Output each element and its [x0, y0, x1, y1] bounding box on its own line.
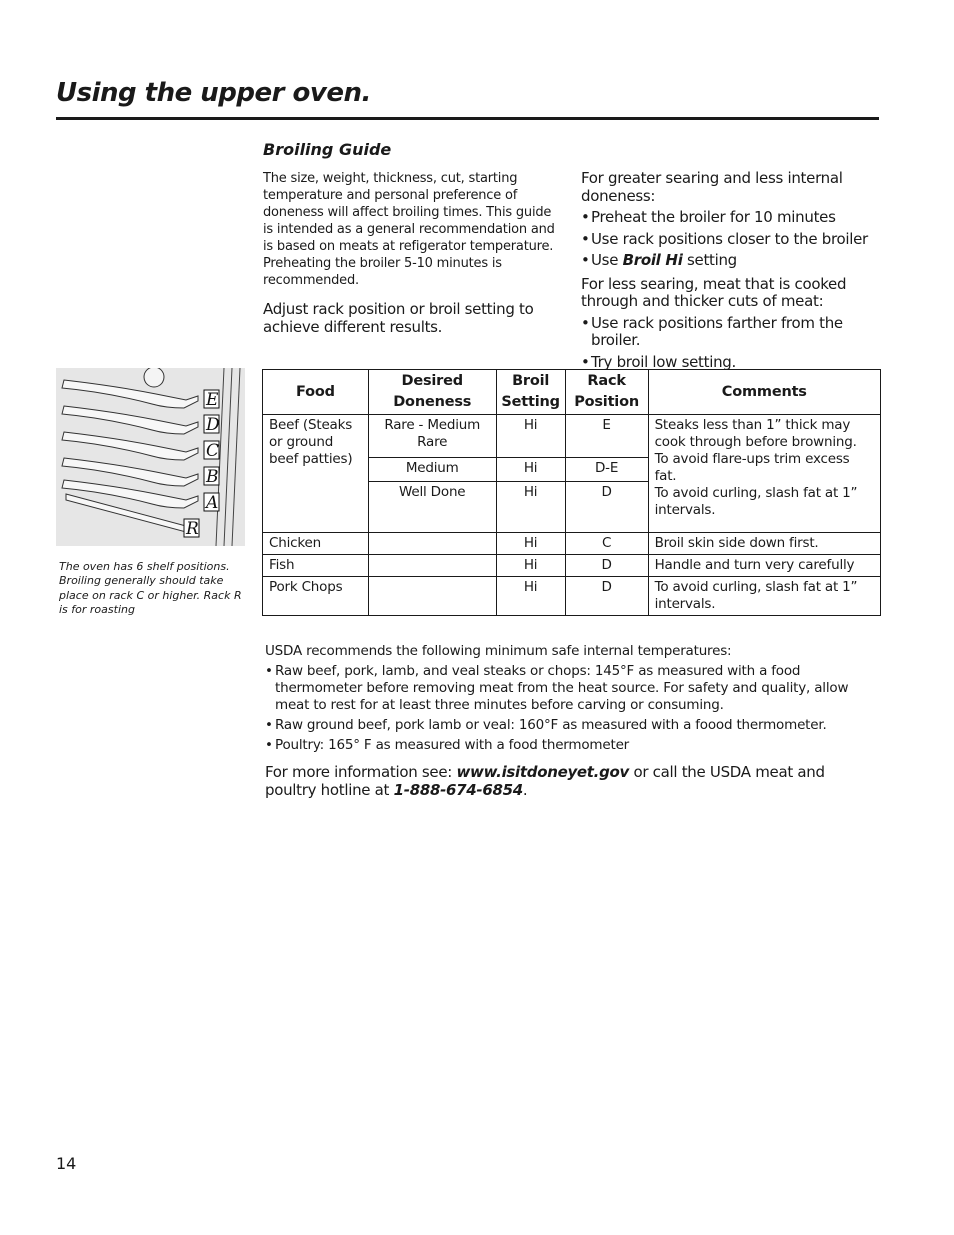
- cell-doneness: Rare - Medium Rare: [384, 417, 481, 450]
- rack-label-r: R: [186, 519, 199, 539]
- bullet-text: Use rack positions closer to the broiler: [591, 229, 868, 248]
- cell-doneness-group: [368, 415, 496, 533]
- cell-food: Chicken: [263, 533, 369, 555]
- cell-doneness: [368, 577, 496, 616]
- cell-rack: D: [565, 577, 648, 616]
- usda-bullet-item: [265, 737, 865, 754]
- cell-rack: D: [565, 555, 648, 577]
- bullet-item: [581, 315, 881, 350]
- usda-bullet-item: [265, 717, 865, 734]
- cell-rack: D-E: [566, 457, 648, 481]
- more-info-paragraph: [265, 763, 865, 799]
- bullet-dot: •: [581, 352, 590, 371]
- cell-broil-group: [496, 415, 565, 533]
- table-row: [263, 533, 881, 555]
- table-row-beef: [263, 415, 881, 533]
- comment-line: To avoid curling, slash fat at 1” intervals.: [654, 485, 858, 518]
- page-title: Using the upper oven.: [56, 78, 371, 108]
- rack-label-b: B: [206, 467, 219, 487]
- comment-line: Steaks less than 1” thick may cook through before browning. To avoid flare-ups trim excess fat.: [654, 417, 857, 484]
- cell-rack-group: [565, 415, 648, 533]
- bullet-text-pre: Use: [591, 251, 623, 269]
- bullet-item: [581, 209, 881, 227]
- cell-broil: Hi: [497, 481, 565, 503]
- less-searing-lead: For less searing, meat that is cooked through and thicker cuts of meat:: [581, 274, 847, 310]
- rack-label-c: C: [206, 441, 220, 461]
- cell-broil: Hi: [497, 457, 565, 481]
- cell-food: Fish: [263, 555, 369, 577]
- column-header-broil: Broil Setting: [496, 370, 565, 415]
- broiling-guide-table: [262, 369, 881, 616]
- cell-broil: Hi: [496, 555, 565, 577]
- title-divider: [56, 117, 879, 120]
- bullet-item: [581, 231, 881, 249]
- bullet-text: Poultry: 165° F as measured with a food thermometer: [275, 737, 630, 753]
- greater-searing-lead: For greater searing and less internal doneness:: [581, 169, 843, 205]
- usda-recommendations: [265, 643, 865, 754]
- usda-lead: USDA recommends the following minimum safe internal temperatures:: [265, 643, 732, 659]
- usda-bullet-item: [265, 663, 865, 714]
- bullet-dot: •: [265, 717, 273, 733]
- oven-rack-drawing: [56, 368, 245, 546]
- cell-broil: Hi: [496, 577, 565, 616]
- broiler-element-icon: [144, 368, 164, 387]
- bullet-item: [581, 252, 881, 270]
- column-header-doneness: Desired Doneness: [368, 370, 496, 415]
- bullet-dot: •: [265, 737, 273, 753]
- bullet-dot: •: [581, 229, 590, 248]
- usda-website-link[interactable]: www.isitdoneyet.gov: [456, 763, 629, 781]
- cell-rack: D: [566, 481, 648, 503]
- beef-broil-subtable: [497, 415, 565, 503]
- more-info-mid: or call the USDA meat and poultry hotline at: [265, 763, 825, 799]
- bullet-text: Preheat the broiler for 10 minutes: [591, 208, 836, 226]
- column-header-food: Food: [263, 370, 369, 415]
- adjust-paragraph: Adjust rack position or broil setting to achieve different results.: [263, 300, 534, 336]
- cell-comments: To avoid curling, slash fat at 1” intervals.: [648, 577, 880, 616]
- bullet-text: Raw beef, pork, lamb, and veal steaks or chops: 145°F as measured with a food thermometer before removing meat from the heat source. For safety and quality, allow meat to rest for at least three minutes before carving or consuming.: [275, 663, 849, 713]
- section-heading: Broiling Guide: [263, 140, 392, 159]
- cell-rack: E: [602, 417, 611, 433]
- table-row: [263, 555, 881, 577]
- bullet-dot: •: [581, 251, 590, 269]
- cell-doneness: [368, 533, 496, 555]
- table-row: [263, 577, 881, 616]
- bullet-dot: •: [265, 663, 273, 679]
- more-info-pre: For more information see:: [265, 763, 457, 781]
- column-header-rack: Rack Position: [565, 370, 648, 415]
- cell-broil: Hi: [496, 533, 565, 555]
- rack-label-e: E: [206, 390, 219, 410]
- beef-rack-subtable: [566, 415, 648, 503]
- rack-label-d: D: [206, 415, 220, 435]
- cell-doneness: Medium: [369, 457, 496, 481]
- more-info-post: .: [522, 781, 528, 799]
- figure-caption: The oven has 6 shelf positions. Broiling generally should take place on rack C or higher. Rack R is for roasting: [59, 560, 242, 616]
- cell-rack: C: [565, 533, 648, 555]
- cell-doneness: Well Done: [369, 481, 496, 503]
- cell-food: Pork Chops: [263, 577, 369, 616]
- bullet-text: Try broil low setting.: [591, 352, 736, 371]
- bullet-dot: •: [581, 313, 590, 332]
- oven-rack-illustration: [56, 368, 245, 546]
- broil-hi-emphasis: Broil Hi: [622, 251, 683, 269]
- usda-hotline-number: 1-888-674-6854: [393, 781, 523, 799]
- column-header-comments: Comments: [648, 370, 880, 415]
- page-number: 14: [56, 1154, 77, 1173]
- bullet-dot: •: [581, 208, 590, 226]
- cell-comments: [648, 415, 880, 533]
- cell-comments: Broil skin side down first.: [648, 533, 880, 555]
- beef-doneness-subtable: [369, 415, 496, 503]
- table-header-row: [263, 370, 881, 415]
- cell-comments: Handle and turn very carefully: [648, 555, 880, 577]
- intro-paragraph: The size, weight, thickness, cut, starting temperature and personal preference of doneness will affect broiling times. This guide is intended as a general recommendation and is based on meats at refigerator temperature. Preheating the broiler 5-10 minutes is recommended.: [263, 171, 555, 288]
- cell-broil: Hi: [523, 417, 538, 433]
- rack-label-a: A: [206, 493, 219, 513]
- bullet-text: Use rack positions farther from the broiler.: [591, 313, 843, 349]
- cell-doneness: [368, 555, 496, 577]
- bullet-text: [591, 252, 737, 270]
- intro-column: [263, 170, 563, 336]
- bullet-text-post: setting: [682, 251, 737, 269]
- bullet-text: Raw ground beef, pork lamb or veal: 160°F as measured with a foood thermometer.: [275, 717, 827, 733]
- tips-column: [581, 170, 881, 371]
- cell-food: Beef (Steaks or ground beef patties): [263, 415, 369, 533]
